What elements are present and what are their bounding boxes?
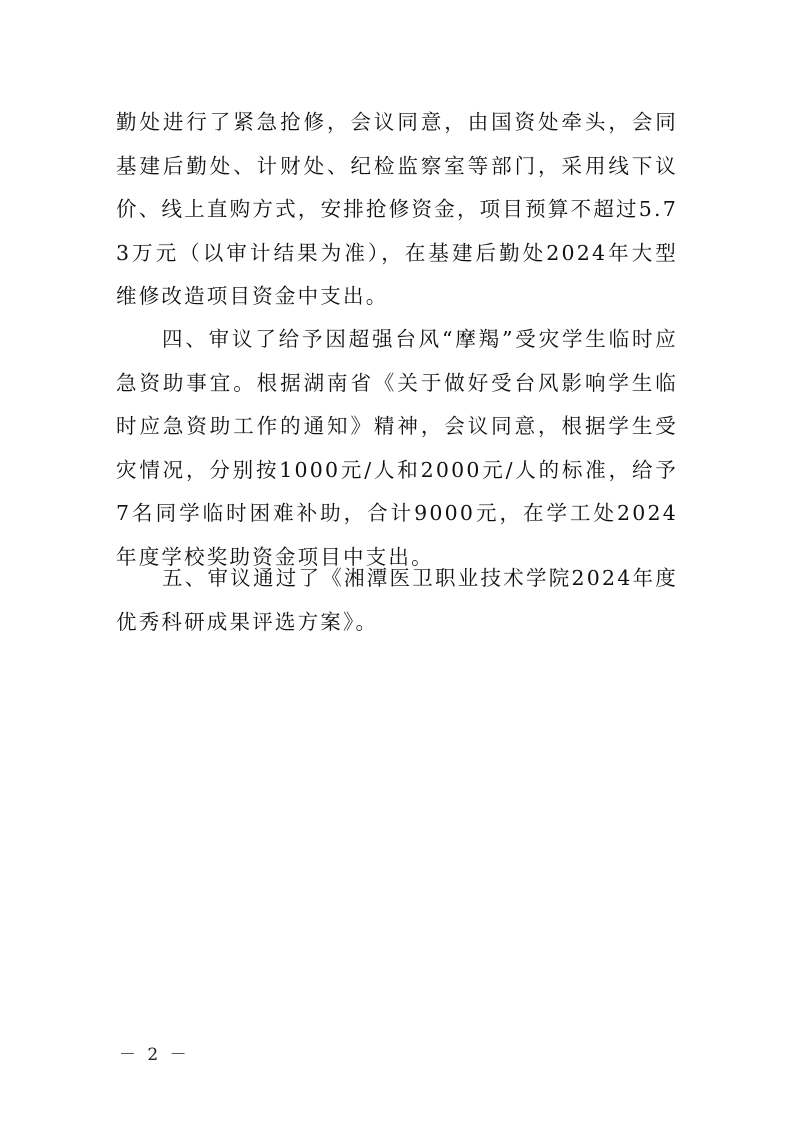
paragraph-item-four-typhoon-aid: 四、审议了给予因超强台风“摩羯”受灾学生临时应急资助事宜。根据湖南省《关于做好受台风影响学生临时应急资助工作的通知》精神，会议同意，根据学生受灾情况，分别按1000元/人和2000元/人的标准，给予7名同学临时困难补助，合计9000元，在学工处2024年度学校奖助资金项目中支出。 <box>116 327 678 569</box>
paragraph-item-five-research-awards: 五、审议通过了《湘潭医卫职业技术学院2024年度优秀科研成果评选方案》。 <box>116 566 678 634</box>
paragraph-continued-repair-funding: 勤处进行了紧急抢修，会议同意，由国资处牵头，会同基建后勤处、计财处、纪检监察室等部门，采用线下议价、线上直购方式，安排抢修资金，项目预算不超过5.73万元（以审计结果为准），在基建后勤处2024年大型维修改造项目资金中支出。 <box>116 110 678 308</box>
page-number: － 2 － <box>119 1045 190 1065</box>
